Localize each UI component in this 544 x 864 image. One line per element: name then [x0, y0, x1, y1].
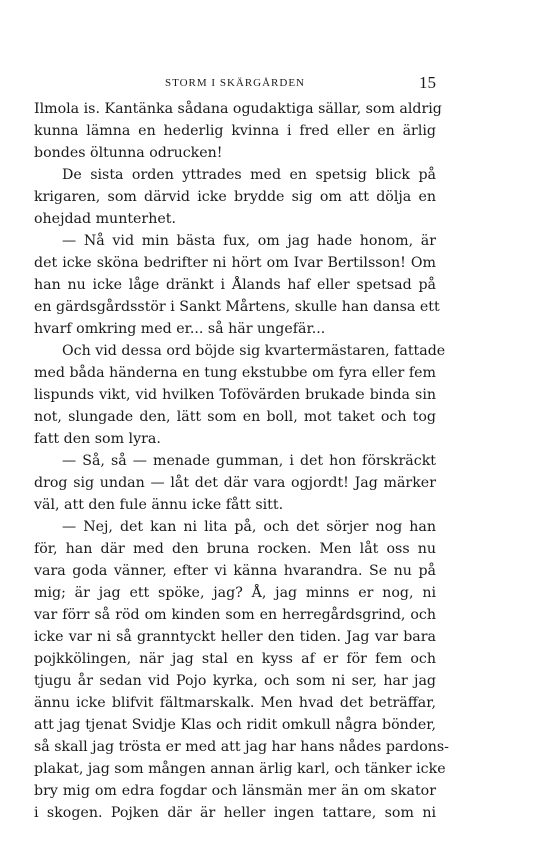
text-line: för, han där med den bruna rocken. Men låt oss nu — [34, 541, 436, 557]
text-line: fatt den som lyra. — [34, 431, 161, 447]
text-line: lispunds vikt, vid hvilken Tofövärden brukade binda sin — [34, 387, 436, 403]
text-line: var förr så röd om kinden som en herregårdsgrind, och — [34, 607, 436, 623]
text-line: — Nej, det kan ni lita på, och det sörjer nog han — [62, 519, 436, 535]
text-line: så skall jag trösta er med att jag har hans nådes pardons- — [34, 739, 449, 755]
text-line: han nu icke låge dränkt i Ålands haf eller spetsad på — [34, 277, 436, 293]
text-line: not, slungade den, lätt som en boll, mot taket och tog — [34, 409, 436, 425]
text-line: tjugu år sedan vid Pojo kyrka, och som ni ser, har jag — [34, 673, 436, 689]
text-line: en gärdsgårdsstör i Sankt Mårtens, skulle han dansa ett — [34, 299, 440, 315]
text-line: i skogen. Pojken där är heller ingen tattare, som ni — [34, 805, 436, 821]
text-line: väl, att den fule ännu icke fått sitt. — [34, 497, 284, 513]
text-line: plakat, jag som mången annan ärlig karl, och tänker icke — [34, 761, 446, 777]
text-line: att jag tjenat Svidje Klas och ridit omkull några bönder, — [34, 717, 436, 733]
text-line: kunna lämna en hederlig kvinna i fred eller en ärlig — [34, 123, 436, 139]
text-line: ännu icke blifvit fältmarskalk. Men hvad det beträffar, — [34, 695, 436, 711]
text-line: — Nå vid min bästa fux, om jag hade honom, är — [62, 233, 436, 249]
text-line: pojkkölingen, när jag stal en kyss af er för fem och — [34, 651, 436, 667]
text-line: bry mig om edra fogdar och länsmän mer än om skator — [34, 783, 436, 799]
text-line: krigaren, som därvid icke brydde sig om att dölja en — [34, 189, 436, 205]
page-number: 15 — [419, 73, 436, 92]
running-head: STORM I SKÄRGÅRDEN — [164, 77, 306, 89]
text-line: vara goda vänner, efter vi känna hvarandra. Se nu på — [34, 563, 436, 579]
text-line: mig; är jag ett spöke, jag? Å, jag minns er nog, ni — [34, 585, 436, 601]
text-line: Och vid dessa ord böjde sig kvartermästaren, fattade — [62, 343, 446, 359]
text-line: — Så, så — menade gumman, i det hon förskräckt — [62, 453, 436, 469]
text-line: ohejdad munterhet. — [34, 211, 176, 227]
text-line: hvarf omkring med er... så här ungefär... — [34, 321, 326, 337]
text-line: bondes öltunna odrucken! — [34, 145, 223, 161]
text-line: drog sig undan — låt det där vara ogjordt! Jag märker — [34, 475, 436, 491]
text-line: Ilmola is. Kantänka sådana ogudaktiga sällar, som aldrig — [34, 101, 442, 117]
text-line: med båda händerna en tung ekstubbe om fyra eller fem — [34, 365, 436, 381]
text-line: icke var ni så granntyckt heller den tiden. Jag var bara — [34, 629, 436, 645]
text-line: det icke sköna bedrifter ni hört om Ivar Bertilsson! Om — [34, 255, 436, 271]
body-text — [34, 98, 449, 824]
text-line: De sista orden yttrades med en spetsig blick på — [62, 167, 436, 183]
